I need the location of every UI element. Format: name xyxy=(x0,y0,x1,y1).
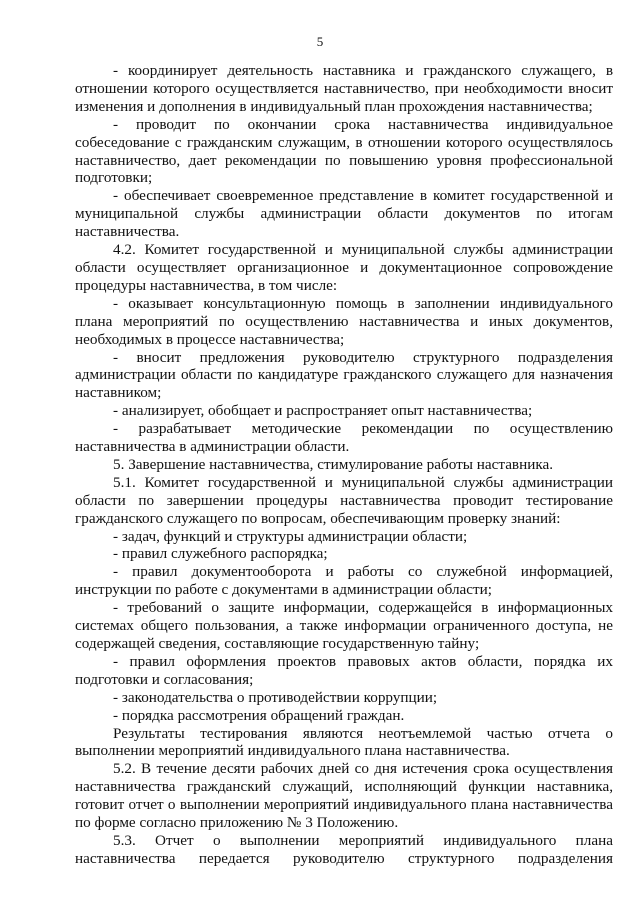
list-item-legal-acts: - правил оформления проектов правовых актов области, порядка их подготовки и согласования; xyxy=(75,652,613,688)
paragraph-5-3: 5.3. Отчет о выполнении мероприятий индивидуального плана наставничества передается руководителю структурного подразделения xyxy=(75,831,613,867)
section-5-heading: 5. Завершение наставничества, стимулирование работы наставника. xyxy=(113,455,554,473)
paragraph-test-results: Результаты тестирования являются неотъемлемой частью отчета о выполнении мероприятий индивидуального плана наставничества. xyxy=(75,724,613,760)
paragraph-proposals: - вносит предложения руководителю структурного подразделения администрации области по кандидатуре гражданского служащего для назначения наставником; xyxy=(75,348,613,402)
paragraph-coordinates: - координирует деятельность наставника и гражданского служащего, в отношении которого осуществляется наставничество, при необходимости вносит изменения и дополнения в индивидуальный план прохождения наставничества; xyxy=(75,62,613,115)
list-item-tasks: - задач, функций и структуры администрации области; xyxy=(113,527,468,545)
page-number: 5 xyxy=(316,34,324,49)
paragraph-consultation: - оказывает консультационную помощь в заполнении индивидуального плана мероприятий по осуществлению наставничества и иных документов, необходимых в процессе наставничества; xyxy=(75,294,613,348)
paragraph-interview: - проводит по окончании срока наставничества индивидуальное собеседование с гражданским служащим, в отношении которого осуществлялось наставничество, дает рекомендации по повышению уровня профессиональной подготовки; xyxy=(75,115,613,187)
list-item-rules: - правил служебного распорядка; xyxy=(113,545,328,563)
list-item-document-flow: - правил документооборота и работы со служебной информацией, инструкции по работе с документами в администрации области; xyxy=(75,563,613,599)
list-item-anticorruption: - законодательства о противодействии коррупции; xyxy=(113,688,438,706)
paragraph-4-2: 4.2. Комитет государственной и муниципальной службы администрации области осуществляет организационное и документационное сопровождение процедуры наставничества, в том числе: xyxy=(75,241,613,294)
list-item-information-protection: - требований о защите информации, содержащейся в информационных системах общего пользования, а также информации ограниченного доступа, не содержащей сведения, составляющие государственную тайну; xyxy=(75,599,613,652)
list-item-citizen-appeals: - порядка рассмотрения обращений граждан. xyxy=(113,706,405,724)
paragraph-analysis: - анализирует, обобщает и распространяет опыт наставничества; xyxy=(113,402,533,420)
paragraph-submission: - обеспечивает своевременное представление в комитет государственной и муниципальной службы администрации области документов по итогам наставничества. xyxy=(75,187,613,241)
paragraph-recommendations: - разрабатывает методические рекомендации по осуществлению наставничества в администрации области. xyxy=(75,420,613,456)
paragraph-5-2: 5.2. В течение десяти рабочих дней со дня истечения срока осуществления наставничества гражданский служащий, исполняющий функции наставника, готовит отчет о выполнении мероприятий индивидуального плана наставничества по форме согласно приложению № 3 Положению. xyxy=(75,760,613,832)
paragraph-5-1: 5.1. Комитет государственной и муниципальной службы администрации области по завершении процедуры наставничества проводит тестирование гражданского служащего по вопросам, обеспечивающим проверку знаний: xyxy=(75,473,613,527)
document-body xyxy=(75,62,613,868)
